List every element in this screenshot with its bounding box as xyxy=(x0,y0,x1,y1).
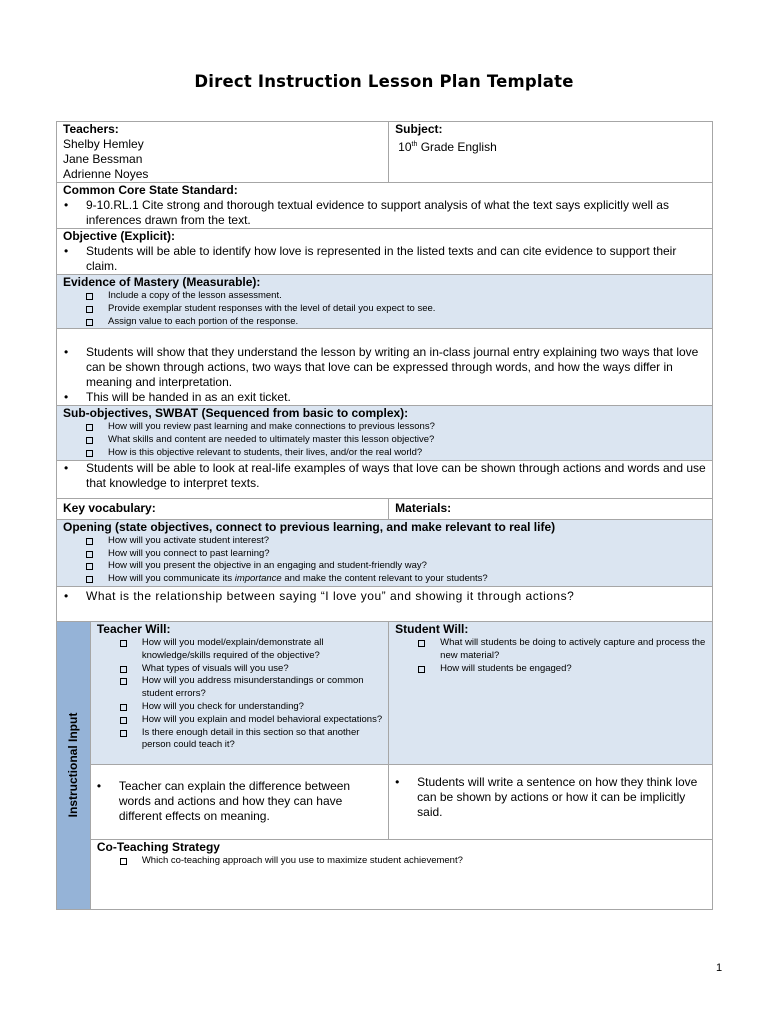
teachers-heading: Teachers: xyxy=(63,122,119,136)
student-will-prompt: What will students be doing to actively capture and process the new material? xyxy=(440,636,706,661)
teacher-will-answer: • Teacher can explain the difference between words and actions and how they can have different effects on meaning. xyxy=(119,779,382,824)
opening-prompt-cell xyxy=(57,519,713,586)
page-number: 1 xyxy=(716,962,723,974)
subobjectives-prompt-row xyxy=(57,406,713,460)
opening-prompt-part: How will you communicate its xyxy=(108,573,235,585)
standard-text: • 9-10.RL.1 Cite strong and thorough textual evidence to support analysis of what the text says explicitly well as inferences drawn from the text. xyxy=(86,198,706,228)
opening-prompt-row xyxy=(57,519,713,586)
opening-prompt-emphasis: importance xyxy=(234,573,282,585)
subobjectives-prompt-cell xyxy=(57,406,713,460)
key-vocabulary-cell xyxy=(57,498,389,519)
mastery-heading: Evidence of Mastery (Measurable): xyxy=(63,275,261,289)
subobjectives-prompts xyxy=(57,421,712,459)
opening-answer: • What is the relationship between saying “I love you” and showing it through actions? xyxy=(86,589,706,604)
coteaching-prompt: Which co-teaching approach will you use to maximize student achievement? xyxy=(142,855,706,868)
student-will-prompts xyxy=(389,637,712,675)
coteaching-heading: Co-Teaching Strategy xyxy=(96,839,220,854)
materials-heading: Materials: xyxy=(395,500,452,515)
opening-answers xyxy=(57,589,712,604)
opening-answer-row xyxy=(57,586,713,621)
standard-cell xyxy=(57,183,713,229)
objective-cell xyxy=(57,229,713,275)
teacher-name: Adrienne Noyes xyxy=(63,167,149,181)
opening-prompt: How will you present the objective in an engaging and student-friendly way? xyxy=(108,560,706,573)
subject-grade-suffix: th xyxy=(411,141,418,148)
teacher-will-prompt: How will you check for understanding? xyxy=(142,701,382,714)
subobjectives-answer-row xyxy=(57,460,713,498)
student-will-prompt-cell xyxy=(389,621,713,764)
key-vocabulary-heading: Key vocabulary: xyxy=(63,500,156,515)
opening-prompt xyxy=(108,573,706,586)
student-will-answer: • Students will write a sentence on how they think love can be shown by actions or how it can be implicitly said. xyxy=(417,775,706,820)
lesson-plan-table xyxy=(56,121,713,910)
teachers-subject-row xyxy=(57,122,713,183)
mastery-prompt: Assign value to each portion of the response. xyxy=(108,316,706,329)
student-will-heading: Student Will: xyxy=(395,621,469,636)
subject-heading: Subject: xyxy=(395,122,443,136)
mastery-prompt-cell xyxy=(57,275,713,329)
teacher-will-answer-cell xyxy=(90,764,388,839)
instructional-answer-row xyxy=(57,764,713,839)
objective-row xyxy=(57,229,713,275)
student-will-answer-cell xyxy=(389,764,713,839)
teacher-will-prompts xyxy=(91,637,388,752)
teacher-name: Shelby Hemley xyxy=(63,137,144,151)
instructional-prompt-row xyxy=(57,621,713,764)
standard-list xyxy=(57,198,712,228)
vocab-materials-row xyxy=(57,498,713,519)
objective-list xyxy=(57,244,712,274)
teacher-will-prompt: Is there enough detail in this section so that another person could teach it? xyxy=(142,727,382,753)
subobjectives-prompt: How will you review past learning and make connections to previous lessons? xyxy=(108,421,706,434)
mastery-answers xyxy=(57,345,712,405)
coteaching-row xyxy=(57,839,713,909)
teacher-will-heading: Teacher Will: xyxy=(96,621,171,636)
subject-name: Grade English xyxy=(417,140,497,154)
opening-prompt-part: and make the content relevant to your students? xyxy=(281,573,488,585)
opening-prompt: How will you connect to past learning? xyxy=(108,548,706,561)
student-will-prompt: How will students be engaged? xyxy=(440,663,706,676)
mastery-answer-cell xyxy=(57,329,713,406)
objective-heading: Objective (Explicit): xyxy=(63,229,176,243)
subobjectives-heading: Sub-objectives, SWBAT (Sequenced from basic to complex): xyxy=(63,406,409,421)
mastery-prompt-row xyxy=(57,275,713,329)
teacher-will-prompt: How will you address misunderstandings or common student errors? xyxy=(142,675,382,701)
coteaching-prompts xyxy=(91,855,712,868)
teachers-cell xyxy=(57,122,389,183)
teacher-will-prompt: How will you explain and model behavioral expectations? xyxy=(141,713,383,725)
objective-text: • Students will be able to identify how love is represented in the listed texts and can cite evidence to support their claim. xyxy=(86,244,706,274)
opening-answer-cell xyxy=(57,586,713,621)
student-will-answers xyxy=(389,775,712,820)
subject-value xyxy=(389,137,712,155)
standard-heading: Common Core State Standard: xyxy=(63,183,238,197)
instructional-input-side-label xyxy=(57,621,91,909)
document-title: Direct Instruction Lesson Plan Template xyxy=(194,72,574,91)
materials-cell xyxy=(389,498,713,519)
teacher-will-prompt-cell xyxy=(90,621,388,764)
mastery-answer: • This will be handed in as an exit ticket. xyxy=(86,390,706,405)
mastery-prompts xyxy=(57,290,712,328)
subject-grade: 10 xyxy=(398,140,412,154)
subobjectives-answer-cell xyxy=(57,460,713,498)
mastery-prompt: Provide exemplar student responses with the level of detail you expect to see. xyxy=(108,303,706,316)
subject-cell xyxy=(389,122,713,183)
standard-row xyxy=(57,183,713,229)
instructional-input-label: Instructional Input xyxy=(66,713,81,818)
opening-heading: Opening (state objectives, connect to previous learning, and make relevant to real life) xyxy=(63,519,556,534)
subobjectives-prompt: What skills and content are needed to ultimately master this lesson objective? xyxy=(108,434,706,447)
subobjectives-answers xyxy=(57,461,712,491)
subobjectives-prompt: How is this objective relevant to students, their lives, and/or the real world? xyxy=(108,447,706,460)
mastery-prompt: Include a copy of the lesson assessment. xyxy=(108,290,706,303)
opening-prompts xyxy=(57,535,712,586)
mastery-answer: • Students will show that they understand the lesson by writing an in-class journal entry explaining two ways that love can be shown through actions, two ways that love can be expressed through words, and how the ways differ in meaning and interpretation. xyxy=(86,345,706,390)
coteaching-cell xyxy=(90,839,712,909)
mastery-answer-row xyxy=(57,329,713,406)
teacher-will-prompt: How will you model/explain/demonstrate all knowledge/skills required of the objective? xyxy=(142,637,382,663)
subobjectives-answer: • Students will be able to look at real-life examples of ways that love can be shown through actions and words and use that knowledge to interpret texts. xyxy=(86,461,706,491)
teacher-name: Jane Bessman xyxy=(63,152,143,166)
teacher-will-answers xyxy=(91,779,388,824)
teacher-will-prompt: What types of visuals will you use? xyxy=(142,663,382,676)
opening-prompt: How will you activate student interest? xyxy=(108,535,706,548)
